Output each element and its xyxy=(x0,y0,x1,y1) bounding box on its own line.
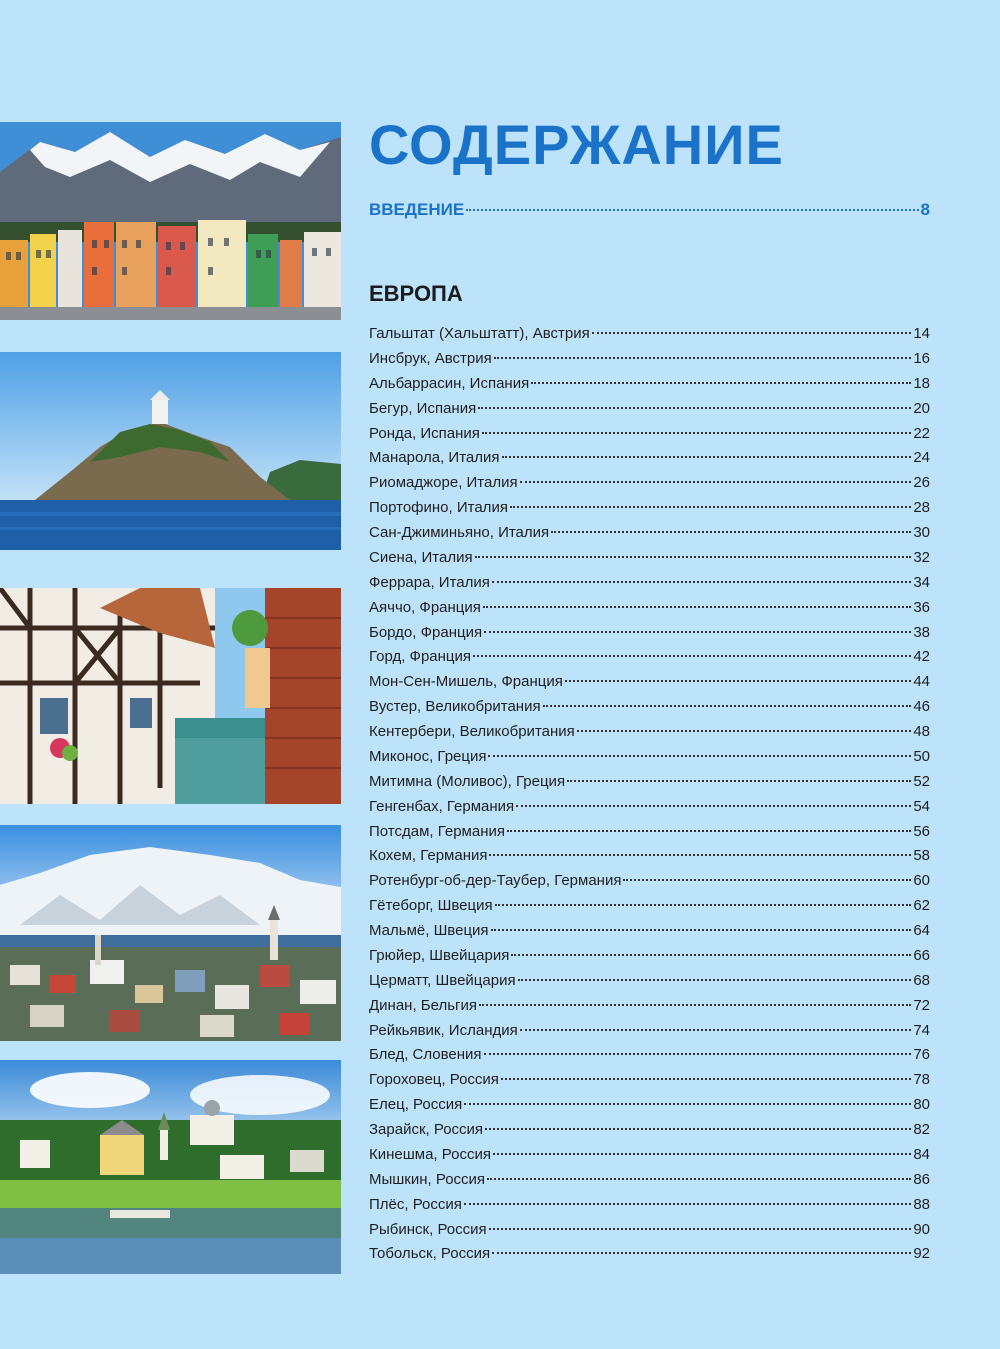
toc-entry-label: Инсбрук, Австрия xyxy=(369,349,492,367)
page-title: СОДЕРЖАНИЕ xyxy=(369,113,784,176)
toc-entry-label: Вустер, Великобритания xyxy=(369,698,541,716)
dot-leader xyxy=(479,1004,911,1006)
toc-entry-page: 26 xyxy=(913,474,930,492)
toc-entry[interactable] xyxy=(369,325,930,350)
dot-leader xyxy=(501,1078,911,1080)
toc-entry-page: 38 xyxy=(913,623,930,641)
toc-entry[interactable] xyxy=(369,1121,930,1146)
toc-entry[interactable] xyxy=(369,474,930,499)
toc-entry[interactable] xyxy=(369,972,930,997)
toc-entry[interactable] xyxy=(369,673,930,698)
toc-entry-label: Сан-Джиминьяно, Италия xyxy=(369,524,550,541)
toc-entry-page: 52 xyxy=(913,772,930,790)
dot-leader xyxy=(464,1203,911,1205)
photo-reykjavik xyxy=(0,825,341,1041)
dot-leader xyxy=(493,1153,911,1155)
toc-entry-page: 18 xyxy=(913,374,930,392)
dot-leader xyxy=(464,1103,911,1105)
toc-entry-label: Елец, Россия xyxy=(369,1096,463,1114)
toc-entry[interactable] xyxy=(369,1022,930,1047)
dot-leader xyxy=(495,904,912,906)
toc-entry-label: Ронда, Испания xyxy=(369,424,480,442)
toc-entry[interactable] xyxy=(369,425,930,450)
toc-entry-page: 36 xyxy=(913,598,930,616)
section-heading: ЕВРОПА xyxy=(369,281,463,306)
toc-entry-label: Манарола, Италия xyxy=(369,449,500,467)
dot-leader xyxy=(502,456,912,458)
toc-entry-label: Бегур, Испания xyxy=(369,399,477,417)
toc-entry-label: Аяччо, Франция xyxy=(369,598,481,616)
toc-entry-label: Горд, Франция xyxy=(369,648,472,666)
toc-entry-page: 54 xyxy=(913,797,930,815)
toc-entry-label: Портофино, Италия xyxy=(369,499,508,517)
toc-entry-page: 86 xyxy=(913,1170,930,1188)
toc-entry[interactable] xyxy=(369,599,930,624)
toc-list xyxy=(369,325,930,1270)
toc-entry-label: Плёс, Россия xyxy=(369,1195,462,1213)
toc-entry-label: Гороховец, Россия xyxy=(369,1071,499,1089)
dot-leader xyxy=(473,655,911,657)
toc-entry[interactable] xyxy=(369,773,930,798)
toc-entry-page: 68 xyxy=(913,971,930,989)
toc-entry-label: Потсдам, Германия xyxy=(369,822,505,840)
toc-entry-label: Мышкин, Россия xyxy=(369,1170,486,1188)
toc-entry-page: 20 xyxy=(913,399,930,417)
toc-entry[interactable] xyxy=(369,400,930,425)
toc-entry-page: 60 xyxy=(913,872,930,890)
toc-entry-page: 62 xyxy=(913,897,930,915)
toc-entry[interactable] xyxy=(369,350,930,375)
toc-entry-label: Риомаджоре, Италия xyxy=(369,474,518,492)
toc-entry[interactable] xyxy=(369,524,930,549)
dot-leader xyxy=(494,357,912,359)
toc-entry[interactable] xyxy=(369,624,930,649)
toc-entry[interactable] xyxy=(369,1146,930,1171)
photo-island-lighthouse xyxy=(0,352,341,550)
toc-entry[interactable] xyxy=(369,897,930,922)
toc-entry-page: 48 xyxy=(913,723,930,740)
toc-entry-label: Мальмё, Швеция xyxy=(369,922,489,939)
dot-leader xyxy=(565,680,911,682)
toc-entry[interactable] xyxy=(369,574,930,599)
toc-entry[interactable] xyxy=(369,375,930,400)
toc-entry[interactable] xyxy=(369,847,930,872)
toc-entry-page: 78 xyxy=(913,1071,930,1089)
toc-entry-label: Митимна (Моливос), Греция xyxy=(369,772,566,790)
toc-entry[interactable] xyxy=(369,1221,930,1246)
toc-entry-page: 92 xyxy=(913,1245,930,1263)
toc-entry[interactable] xyxy=(369,823,930,848)
toc-entry-page: 14 xyxy=(913,325,930,342)
intro-page: 8 xyxy=(920,200,930,219)
toc-entry-label: Феррара, Италия xyxy=(369,573,490,591)
toc-entry-page: 30 xyxy=(913,524,930,541)
dot-leader xyxy=(485,1128,911,1130)
dot-leader xyxy=(531,382,911,384)
toc-entry-page: 74 xyxy=(913,1021,930,1039)
dot-leader xyxy=(567,780,911,782)
dot-leader xyxy=(482,432,911,434)
dot-leader xyxy=(520,1029,912,1031)
toc-entry-label: Гётеборг, Швеция xyxy=(369,897,493,915)
toc-entry-page: 34 xyxy=(913,573,930,591)
toc-entry[interactable] xyxy=(369,648,930,673)
toc-entry-label: Тобольск, Россия xyxy=(369,1245,491,1263)
toc-entry-label: Мон-Сен-Мишель, Франция xyxy=(369,673,563,691)
toc-entry-page: 28 xyxy=(913,499,930,517)
toc-entry[interactable] xyxy=(369,723,930,748)
toc-entry-label: Блед, Словения xyxy=(369,1046,482,1064)
toc-entry-page: 80 xyxy=(913,1096,930,1114)
toc-entry-page: 22 xyxy=(913,424,930,442)
dot-leader xyxy=(592,332,912,334)
dot-leader xyxy=(484,631,911,633)
toc-entry[interactable] xyxy=(369,1171,930,1196)
toc-entry-page: 16 xyxy=(913,349,930,367)
intro-entry[interactable] xyxy=(369,200,930,220)
toc-entry[interactable] xyxy=(369,997,930,1022)
toc-entry-page: 90 xyxy=(913,1220,930,1238)
toc-entry-label: Генгенбах, Германия xyxy=(369,797,515,815)
toc-entry-page: 32 xyxy=(913,548,930,566)
toc-entry-page: 24 xyxy=(913,449,930,467)
toc-entry[interactable] xyxy=(369,1096,930,1121)
photo-river-town xyxy=(0,1060,341,1274)
toc-entry-label: Зарайск, Россия xyxy=(369,1121,484,1138)
dot-leader xyxy=(577,730,912,732)
toc-entry-label: Грюйер, Швейцария xyxy=(369,946,510,964)
photo-canal-houses xyxy=(0,588,341,804)
dot-leader xyxy=(487,1178,911,1180)
dot-leader xyxy=(489,854,911,856)
toc-entry[interactable] xyxy=(369,499,930,524)
toc-entry-page: 46 xyxy=(913,698,930,716)
toc-entry-label: Сиена, Италия xyxy=(369,548,473,566)
toc-entry[interactable] xyxy=(369,1046,930,1071)
toc-entry-page: 72 xyxy=(913,996,930,1014)
toc-entry[interactable] xyxy=(369,748,930,773)
toc-entry[interactable] xyxy=(369,1071,930,1096)
toc-entry-label: Кентербери, Великобритания xyxy=(369,723,575,740)
toc-entry[interactable] xyxy=(369,698,930,723)
toc-entry-page: 58 xyxy=(913,847,930,865)
toc-entry[interactable] xyxy=(369,872,930,897)
dot-leader xyxy=(483,606,911,608)
toc-entry-label: Кинешма, Россия xyxy=(369,1145,491,1163)
dot-leader xyxy=(507,830,911,832)
dot-leader xyxy=(491,929,912,931)
toc-entry-label: Кохем, Германия xyxy=(369,847,488,865)
toc-entry-label: Рейкьявик, Исландия xyxy=(369,1021,518,1039)
dot-leader xyxy=(492,1252,911,1254)
toc-entry-page: 66 xyxy=(913,946,930,964)
toc-entry-page: 84 xyxy=(913,1145,930,1163)
toc-entry-label: Рыбинск, Россия xyxy=(369,1220,487,1238)
toc-entry-label: Церматт, Швейцария xyxy=(369,971,516,989)
dot-leader xyxy=(484,1053,912,1055)
intro-label: ВВЕДЕНИЕ xyxy=(369,200,465,219)
toc-entry-page: 56 xyxy=(913,822,930,840)
toc-entry-page: 76 xyxy=(913,1046,930,1064)
dot-leader xyxy=(518,979,912,981)
dot-leader xyxy=(475,556,912,558)
toc-entry-label: Ротенбург-об-дер-Таубер, Германия xyxy=(369,872,622,890)
dot-leader xyxy=(623,879,911,881)
photo-innsbruck xyxy=(0,122,341,320)
dot-leader xyxy=(516,805,911,807)
dot-leader xyxy=(478,407,911,409)
toc-entry-page: 50 xyxy=(913,747,930,765)
toc-entry-label: Динан, Бельгия xyxy=(369,996,478,1014)
toc-entry-page: 82 xyxy=(913,1121,930,1138)
toc-entry[interactable] xyxy=(369,449,930,474)
toc-entry[interactable] xyxy=(369,549,930,574)
dot-leader xyxy=(488,755,911,757)
toc-entry[interactable] xyxy=(369,798,930,823)
toc-entry[interactable] xyxy=(369,947,930,972)
toc-entry-label: Бордо, Франция xyxy=(369,623,483,641)
dot-leader xyxy=(466,209,918,211)
toc-entry[interactable] xyxy=(369,1196,930,1221)
dot-leader xyxy=(510,506,911,508)
toc-entry-label: Альбаррасин, Испания xyxy=(369,374,530,392)
toc-entry-page: 64 xyxy=(913,922,930,939)
toc-entry-page: 44 xyxy=(913,673,930,691)
dot-leader xyxy=(551,531,911,533)
toc-entry-page: 42 xyxy=(913,648,930,666)
toc-entry-label: Миконос, Греция xyxy=(369,747,487,765)
toc-entry-label: Гальштат (Хальштатт), Австрия xyxy=(369,325,590,342)
dot-leader xyxy=(543,705,912,707)
dot-leader xyxy=(489,1228,912,1230)
dot-leader xyxy=(511,954,911,956)
dot-leader xyxy=(520,481,912,483)
dot-leader xyxy=(492,581,911,583)
toc-entry[interactable] xyxy=(369,922,930,947)
toc-entry-page: 88 xyxy=(913,1195,930,1213)
toc-entry[interactable] xyxy=(369,1245,930,1270)
